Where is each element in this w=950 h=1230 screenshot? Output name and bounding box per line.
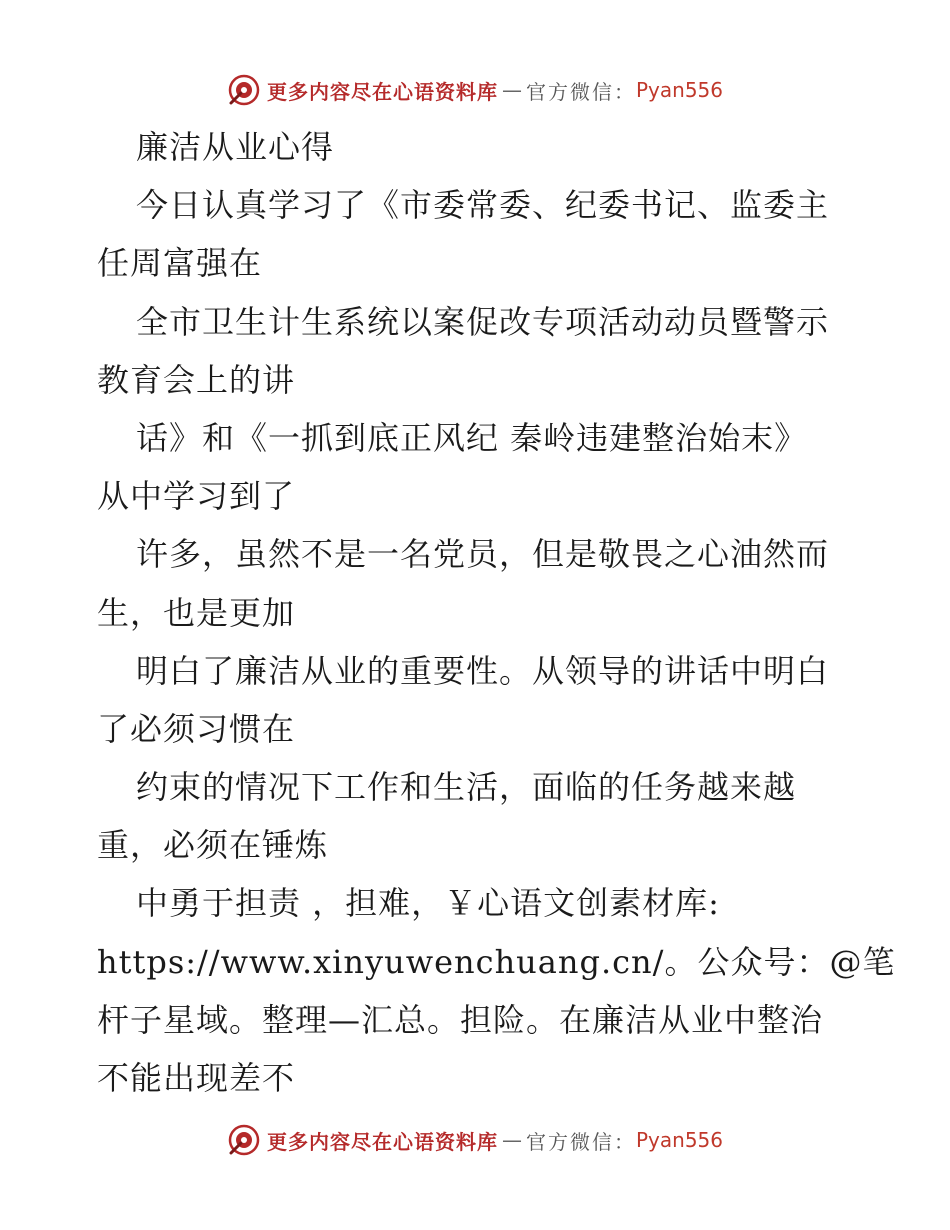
body-line: 中勇于担责 ，担难，￥心语文创素材库: <box>136 884 720 923</box>
footer-dash: — <box>501 1128 522 1152</box>
body-line: 教育会上的讲 <box>97 360 296 399</box>
body-line: 重，必须在锤炼 <box>97 826 329 865</box>
header-wechat-account: Pyan556 <box>635 78 723 102</box>
body-line: 全市卫生计生系统以案促改专项活动动员暨警示 <box>136 302 830 341</box>
body-line: 不能出现差不 <box>97 1059 296 1097</box>
header-dash: — <box>501 78 522 102</box>
body-line: 许多，虽然不是一名党员，但是敬畏之心油然而 <box>136 535 830 574</box>
body-line-url: https://www.xinyuwenchuang.cn/。公众号：@笔 <box>97 942 896 981</box>
body-line: 明白了廉洁从业的重要性。从领导的讲话中明白 <box>136 651 830 690</box>
body-line: 今日认真学习了《市委常委、纪委书记、监委主 <box>136 186 830 225</box>
body-line: 从中学习到了 <box>97 477 296 516</box>
body-line: 杆子星域。整理—汇总。担险。在廉洁从业中整治 <box>97 1000 824 1039</box>
footer-wechat-account: Pyan556 <box>635 1128 723 1152</box>
document-title: 廉洁从业心得 <box>136 128 335 166</box>
body-line: 任周富强在 <box>97 244 263 283</box>
body-line: 话》和《一抓到底正风纪 秦岭违建整治始末》 <box>136 418 808 457</box>
body-line: 了必须习惯在 <box>97 709 296 748</box>
body-line: 约束的情况下工作和生活，面临的任务越来越 <box>136 768 797 807</box>
brand-logo-icon <box>227 1123 261 1157</box>
footer-official-label: 官方微信： <box>525 1129 636 1154</box>
header-official-label: 官方微信： <box>525 79 636 104</box>
header-brand-text: 更多内容尽在心语资料库 <box>266 79 498 104</box>
document-body <box>97 118 896 1107</box>
footer-brand-text: 更多内容尽在心语资料库 <box>266 1129 498 1154</box>
brand-logo-icon <box>227 73 261 107</box>
footer-watermark-banner <box>0 1120 950 1160</box>
body-line: 生，也是更加 <box>97 593 296 632</box>
header-watermark-banner <box>0 70 950 110</box>
